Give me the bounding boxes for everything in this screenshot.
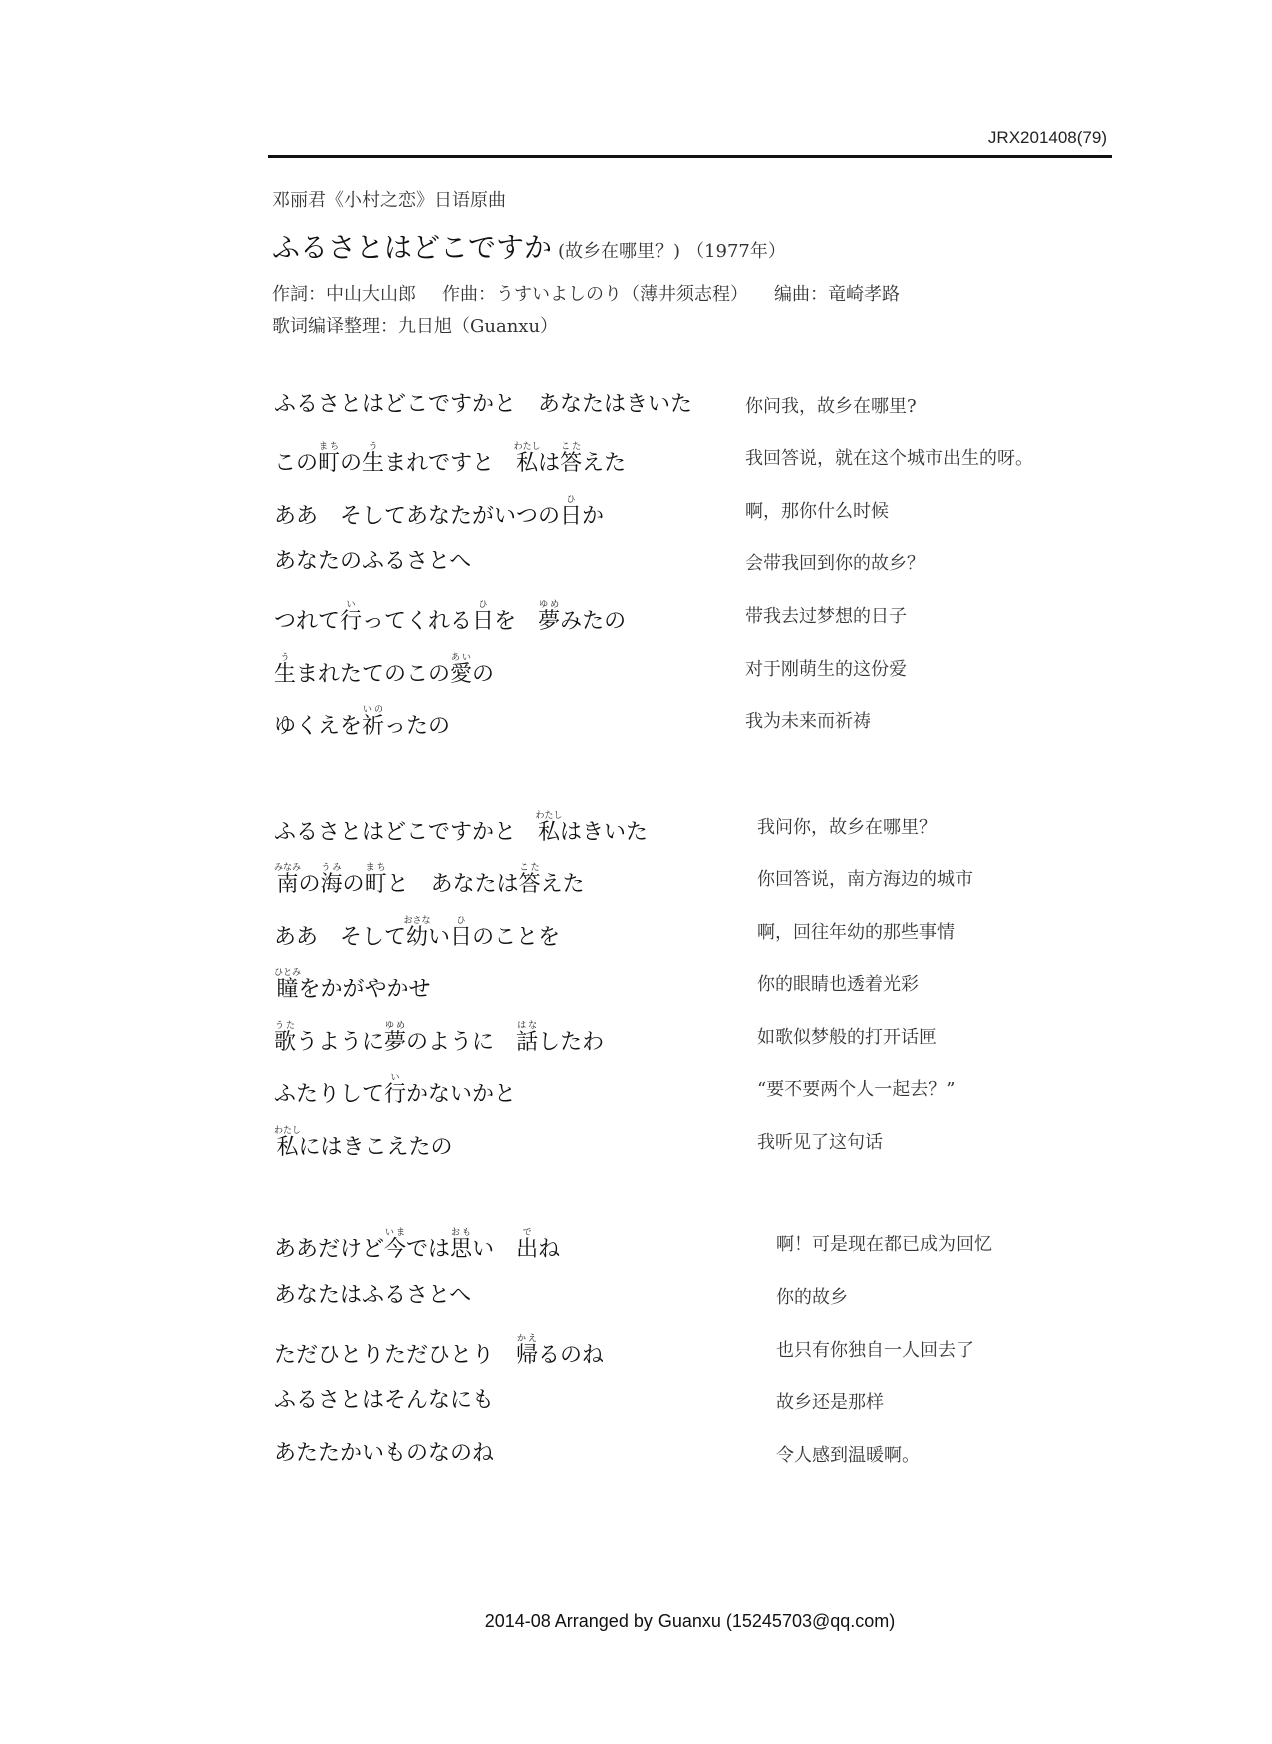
header-rule [268,155,1112,158]
lyricist-credit: 作詞：中山大山郎 [272,284,416,305]
japanese-lyric: ふるさとはどこですかと 私わたしはきいた [274,811,649,845]
credits-line-1 [272,280,926,306]
lyric-line [0,1228,1272,1268]
page-footer: 2014-08 Arranged by Guanxu (15245703@qq.com) [484,1611,896,1631]
furigana-kanji: 行い [340,600,363,634]
lyric-line [0,1073,1272,1113]
chinese-translation: 如歌似梦般的打开话匣 [757,1027,937,1048]
furigana-kanji: 思おも [450,1228,473,1262]
lyric-line [0,1386,1272,1426]
chinese-translation: 啊，回往年幼的那些事情 [757,922,955,943]
lyric-line [0,1281,1272,1321]
chinese-translation: 我回答说，就在这个城市出生的呀。 [745,448,1033,469]
chinese-translation: 啊，那你什么时候 [745,501,889,522]
song-year: （1977年） [686,241,786,262]
japanese-lyric: ふるさとはどこですかと あなたはきいた [274,392,693,417]
furigana-kanji: 幼おさな [403,916,431,950]
furigana-kanji: 日ひ [560,495,583,529]
japanese-lyric: 瞳ひとみをかがやかせ [274,968,431,1002]
furigana-kanji: 祈いの [362,705,385,739]
japanese-lyric: あなたはふるさとへ [274,1283,472,1308]
furigana-kanji: 南みなみ [274,863,302,897]
chinese-translation: “要不要两个人一起去？” [757,1079,956,1100]
japanese-lyric: 南みなみの海うみの町まちと あなたは答こたえた [274,863,585,897]
composer-credit: 作曲：うすいよしのり（薄井须志程） [442,284,748,305]
chinese-translation: 你问我，故乡在哪里? [745,396,917,417]
furigana-kanji: 町まち [318,442,341,476]
chinese-translation: 带我去过梦想的日子 [745,606,907,627]
chinese-translation: 令人感到温暖啊。 [776,1445,920,1466]
furigana-kanji: 帰かえ [516,1334,539,1368]
chinese-translation: 你回答说，南方海边的城市 [757,869,973,890]
lyric-line [0,863,1272,903]
furigana-kanji: 出で [516,1228,539,1262]
credits-line-2: 歌词编译整理：九日旭（Guanxu） [272,316,559,337]
lyric-line [0,1021,1272,1061]
furigana-kanji: 今いま [384,1228,407,1262]
furigana-kanji: 話はな [516,1021,539,1055]
lyric-line [0,390,1272,430]
song-title-translation: (故乡在哪里？) [558,241,681,262]
furigana-kanji: 私わたし [274,1126,302,1160]
furigana-kanji: 瞳ひとみ [274,968,302,1002]
chinese-translation: 你的眼睛也透着光彩 [757,974,919,995]
furigana-kanji: 答こた [518,863,541,897]
chinese-translation: 我听见了这句话 [757,1132,883,1153]
song-subtitle: 邓丽君《小村之恋》日语原曲 [272,190,506,211]
lyric-line [0,653,1272,693]
chinese-translation: 对于刚萌生的这份爱 [745,659,907,680]
japanese-lyric: 歌うたうように夢ゆめのように 話はなしたわ [274,1021,605,1055]
japanese-lyric: ふるさとはそんなにも [274,1388,495,1413]
chinese-translation: 我问你，故乡在哪里？ [757,817,937,838]
document-code: JRX201408(79) [987,128,1107,147]
furigana-kanji: 愛あい [450,653,473,687]
chinese-translation: 故乡还是那样 [776,1392,884,1413]
furigana-kanji: 歌うた [274,1021,297,1055]
japanese-lyric: あなたのふるさとへ [274,549,472,574]
japanese-lyric: ああだけど今いまでは思おもい 出でね [274,1228,561,1262]
lyric-line [0,442,1272,482]
furigana-kanji: 私わたし [513,442,541,476]
chinese-translation: 我为未来而祈祷 [745,711,871,732]
japanese-lyric: この町まちの生うまれですと 私わたしは答こたえた [274,442,627,476]
chinese-translation: 啊！可是现在都已成为回忆 [776,1234,992,1255]
japanese-lyric: 私わたしにはきこえたの [274,1126,453,1160]
song-title: ふるさとはどこですか [272,231,553,264]
japanese-lyric: あたたかいものなのね [274,1441,495,1466]
lyric-line [0,1439,1272,1479]
furigana-kanji: 海うみ [320,863,343,897]
chinese-translation: 也只有你独自一人回去了 [776,1340,974,1361]
lyric-line [0,916,1272,956]
lyric-line [0,811,1272,851]
japanese-lyric: 生うまれたてのこの愛あいの [274,653,495,687]
furigana-kanji: 日ひ [472,600,495,634]
furigana-kanji: 夢ゆめ [384,1021,407,1055]
lyric-line [0,547,1272,587]
lyric-line [0,968,1272,1008]
lyric-line [0,705,1272,745]
furigana-kanji: 答こた [560,442,583,476]
furigana-kanji: 夢ゆめ [538,600,561,634]
chinese-translation: 你的故乡 [776,1287,848,1308]
japanese-lyric: ああ そしてあなたがいつの日ひか [274,495,605,529]
song-title-block [272,226,786,266]
lyric-line [0,495,1272,535]
lyric-line [0,1334,1272,1374]
chinese-translation: 会带我回到你的故乡？ [745,553,925,574]
japanese-lyric: ああ そして幼おさない日ひのことを [274,916,561,950]
japanese-lyric: つれて行いってくれる日ひを 夢ゆめみたの [274,600,627,634]
furigana-kanji: 町まち [364,863,387,897]
furigana-kanji: 私わたし [535,811,563,845]
furigana-kanji: 日ひ [450,916,473,950]
furigana-kanji: 行い [384,1073,407,1107]
lyric-line [0,600,1272,640]
japanese-lyric: ゆくえを祈いのったの [274,705,451,739]
japanese-lyric: ふたりして行いかないかと [274,1073,517,1107]
furigana-kanji: 生う [362,442,385,476]
lyric-line [0,1126,1272,1166]
japanese-lyric: ただひとりただひとり 帰かえるのね [274,1334,605,1368]
furigana-kanji: 生う [274,653,297,687]
arranger-credit: 编曲：竜崎孝路 [774,284,900,305]
